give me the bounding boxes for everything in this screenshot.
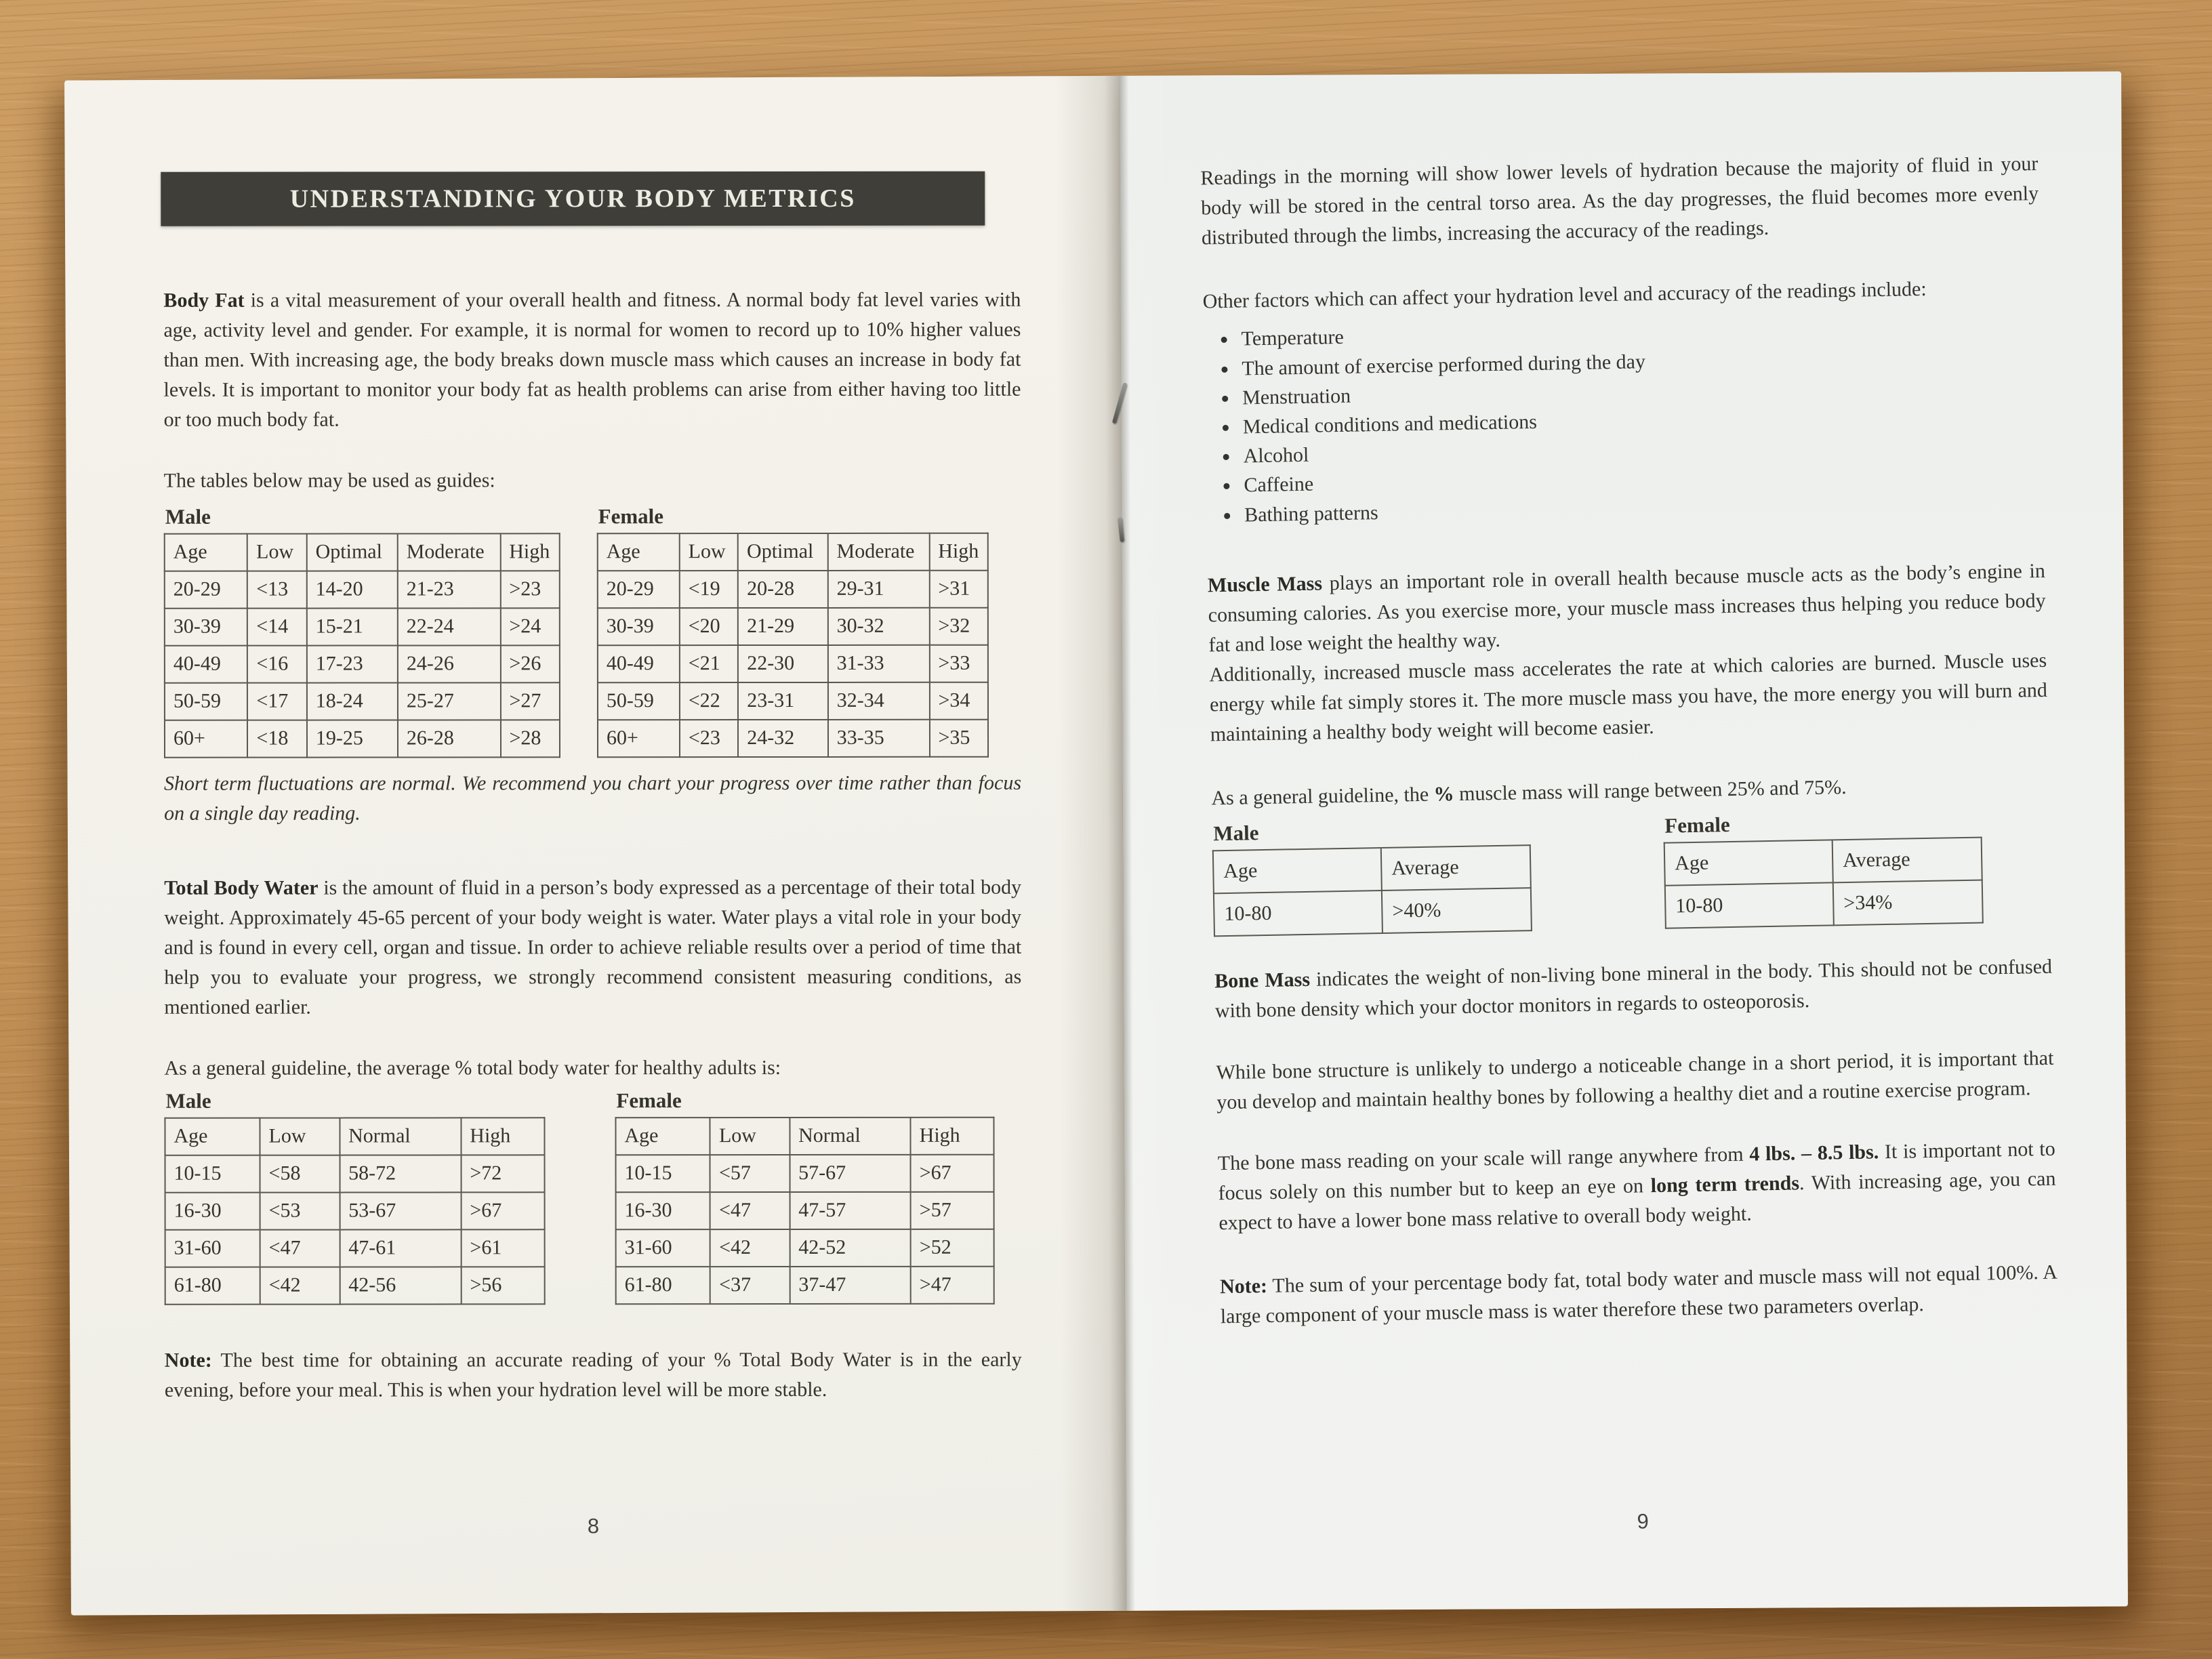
water-female-block: [615, 1088, 1021, 1305]
table-row: [165, 645, 560, 683]
table-cell: 47-57: [790, 1192, 911, 1229]
page-title: UNDERSTANDING YOUR BODY METRICS: [289, 184, 856, 213]
table-cell: >35: [929, 719, 987, 756]
column-header: Low: [247, 533, 306, 571]
water-table-female: [615, 1117, 994, 1305]
table-row: [598, 719, 988, 757]
table-cell: 16-30: [616, 1192, 711, 1229]
table-cell: 10-80: [1214, 890, 1382, 936]
table-row: [598, 644, 988, 682]
body-fat-paragraph: [163, 285, 1021, 436]
column-header: Low: [680, 533, 738, 571]
table-row: [598, 607, 988, 645]
water-tables: [164, 1088, 1021, 1305]
table-header-row: [165, 1118, 544, 1155]
table-cell: 10-15: [165, 1155, 260, 1193]
muscle-female-block: [1663, 807, 2051, 929]
table-row: [165, 1193, 545, 1230]
table-row: [616, 1192, 994, 1229]
factors-list: [1237, 312, 2044, 531]
table-cell: <13: [247, 571, 306, 608]
table-cell: >56: [461, 1267, 544, 1305]
column-header: Optimal: [738, 533, 828, 571]
table-cell: 32-34: [828, 682, 930, 719]
body-fat-lead: Body Fat: [163, 289, 245, 312]
muscle-table-female: [1664, 837, 1984, 929]
table-cell: >40%: [1382, 888, 1532, 933]
table-cell: >57: [911, 1192, 994, 1229]
table-cell: >52: [911, 1229, 994, 1267]
table-cell: 18-24: [307, 682, 398, 720]
table-cell: <58: [260, 1155, 340, 1193]
table-cell: <23: [680, 720, 738, 757]
table-cell: 15-21: [307, 608, 398, 645]
table-cell: 26-28: [398, 720, 501, 757]
table-cell: 40-49: [598, 645, 680, 682]
table-cell: >32: [929, 607, 987, 644]
water-intro: As a general guideline, the average % total body water for healthy adults is:: [164, 1057, 781, 1080]
table-cell: >24: [500, 608, 560, 645]
note-text: The best time for obtaining an accurate reading of your % Total Body Water is in the early evening, before your meal. This is when your hydration level will be more stable.: [164, 1349, 1022, 1402]
list-item: • Bathing patterns: [1240, 487, 2045, 529]
table-row: [598, 682, 988, 720]
page-9: [1120, 71, 2128, 1610]
water-note-paragraph: [165, 1345, 1022, 1406]
table-header-row: [1664, 838, 1982, 886]
body-fat-table-female: [597, 532, 989, 758]
factors-intro: Other factors which can affect your hydration level and accuracy of the readings include:: [1202, 278, 1927, 313]
table-cell: 29-31: [828, 570, 930, 607]
column-header: Low: [260, 1118, 340, 1155]
bone-range-post: . With increasing age, you can expect to have a lower bone mass relative to overall body weight.: [1218, 1167, 2056, 1235]
male-table-label: Male: [165, 504, 211, 529]
female-table-label: Female: [598, 504, 664, 528]
list-item: • Menstruation: [1238, 371, 2043, 412]
table-cell: 60+: [165, 720, 247, 757]
page-9-content: [1200, 149, 2062, 1568]
note-lead: Note:: [164, 1349, 212, 1372]
table-header-row: [1213, 846, 1531, 894]
table-cell: 30-32: [828, 607, 930, 644]
table-cell: <42: [260, 1267, 340, 1305]
column-header: Age: [1213, 848, 1382, 893]
table-cell: 30-39: [165, 608, 247, 645]
table-cell: <20: [680, 608, 738, 645]
table-cell: 30-39: [598, 608, 680, 645]
bone-mass-lead: Bone Mass: [1214, 968, 1311, 993]
female-table-label: Female: [616, 1088, 682, 1113]
muscle-guideline-bold: %: [1433, 783, 1454, 806]
table-row: [165, 1230, 545, 1267]
table-row: [165, 608, 560, 646]
table-cell: 10-15: [615, 1155, 710, 1192]
bone-range-mid: It is important not to focus solely on this number but to keep an eye on: [1218, 1137, 2055, 1205]
table-row: [1214, 888, 1532, 936]
muscle-tables: [1212, 807, 2051, 937]
table-row: [616, 1267, 994, 1304]
table-cell: <21: [680, 645, 738, 682]
table-cell: >67: [461, 1193, 544, 1230]
muscle-mass-paragraph: [1208, 556, 2047, 661]
table-cell: <57: [710, 1155, 790, 1192]
table-cell: 40-49: [165, 645, 247, 682]
overlap-note-paragraph: [1220, 1258, 2058, 1332]
bone-structure-paragraph: While bone structure is unlikely to undergo a noticeable change in a short period, it is important that you develop and maintain healthy bones by following a healthy diet and a routine exercise program.: [1216, 1046, 2054, 1113]
table-cell: 42-56: [340, 1267, 461, 1305]
table-cell: 10-80: [1665, 883, 1834, 928]
table-header-row: [615, 1118, 994, 1155]
column-header: Normal: [340, 1118, 461, 1155]
table-cell: 47-61: [340, 1230, 461, 1267]
table-cell: >27: [500, 682, 560, 720]
column-header: Age: [165, 533, 247, 571]
tables-intro: The tables below may be used as guides:: [163, 469, 495, 493]
column-header: Moderate: [398, 533, 501, 571]
total-body-water-text: is the amount of fluid in a person’s body expressed as a percentage of their total body weight. Approximately 45-65 percent of your body weight is water. Water plays a vital role in your body and is found in every cell, organ and tissue. In order to achieve reliable results over a period of time that help you to evaluate your progress, we strongly recommend consistent measuring conditions, as mentioned earlier.: [164, 876, 1022, 1019]
water-male-block: [164, 1089, 545, 1305]
table-cell: 20-29: [165, 571, 247, 608]
table-cell: 17-23: [307, 645, 398, 682]
column-header: High: [461, 1118, 544, 1155]
muscle-male-block: [1212, 816, 1532, 937]
table-cell: 31-33: [828, 644, 930, 682]
table-cell: 60+: [598, 720, 680, 757]
table-cell: >28: [500, 720, 560, 757]
muscle-guideline: [1211, 769, 2049, 814]
column-header: High: [500, 533, 560, 571]
body-fat-female-block: [597, 504, 1021, 758]
table-header-row: [598, 533, 988, 571]
note-text: The sum of your percentage body fat, total body water and muscle mass will not equal 100%. A large component of your muscle mass is water therefore these two parameters overlap.: [1220, 1261, 2058, 1328]
bone-mass-text: indicates the weight of non-living bone mineral in the body. This should not be confused with bone density which your doctor monitors in regards to osteoporosis.: [1214, 956, 2053, 1023]
body-fat-text: is a vital measurement of your overall health and fitness. A normal body fat level varies with age, activity level and gender. For example, it is normal for women to record up to 10% higher values than men. With increasing age, the body breaks down muscle mass which causes an increase in body fat levels. It is important to monitor your body fat as health problems can arise from either having too little or too much body fat.: [163, 288, 1021, 432]
page-8-content: [163, 171, 1022, 1566]
table-cell: 61-80: [165, 1267, 260, 1305]
column-header: Optimal: [307, 533, 398, 571]
table-cell: 19-25: [307, 720, 398, 757]
table-cell: 50-59: [598, 682, 680, 720]
list-item: • Alcohol: [1239, 429, 2043, 470]
table-row: [615, 1155, 994, 1192]
bone-range-paragraph: [1217, 1134, 2056, 1238]
column-header: Low: [710, 1118, 790, 1155]
note-lead: Note:: [1219, 1275, 1268, 1298]
table-cell: 33-35: [828, 719, 930, 756]
table-cell: <19: [680, 571, 738, 608]
table-cell: >23: [500, 571, 560, 608]
table-row: [616, 1229, 994, 1267]
table-header-row: [165, 533, 560, 571]
table-cell: <14: [247, 608, 306, 645]
list-item: • Temperature: [1237, 312, 2041, 353]
table-cell: 31-60: [616, 1229, 711, 1267]
table-cell: >33: [929, 644, 987, 682]
table-cell: 22-24: [398, 608, 501, 645]
bone-mass-paragraph: [1214, 952, 2053, 1027]
table-cell: 37-47: [790, 1267, 911, 1304]
title-banner: [161, 171, 985, 226]
column-header: Normal: [790, 1118, 911, 1155]
table-row: [165, 571, 560, 609]
table-cell: 21-23: [398, 571, 501, 608]
table-cell: >67: [911, 1155, 994, 1192]
table-cell: 25-27: [398, 682, 501, 720]
bone-range-value: 4 lbs. – 8.5 lbs.: [1748, 1140, 1879, 1166]
body-fat-tables: [164, 504, 1021, 758]
table-cell: 50-59: [165, 682, 247, 720]
table-cell: <53: [260, 1193, 340, 1230]
body-fat-male-block: [164, 504, 560, 758]
table-cell: <47: [260, 1230, 340, 1267]
column-header: Age: [1664, 840, 1833, 886]
page-8: [64, 76, 1126, 1616]
page-number: 9: [1637, 1509, 1650, 1534]
table-cell: <17: [247, 682, 306, 720]
column-header: High: [911, 1118, 994, 1155]
table-cell: <22: [680, 682, 738, 720]
table-cell: <42: [710, 1229, 790, 1267]
table-cell: 21-29: [738, 608, 828, 645]
table-cell: 61-80: [616, 1267, 711, 1304]
hydration-readings-paragraph: Readings in the morning will show lower levels of hydration because the majority of fluid in your body will be stored in the central torso area. As the day progresses, the fluid becomes more evenly distributed through the limbs, increasing the accuracy of the readings.: [1200, 152, 2039, 249]
bone-range-trends: long term trends: [1650, 1172, 1800, 1197]
table-row: [598, 570, 988, 608]
muscle-guideline-post: muscle mass will range between 25% and 75%.: [1454, 776, 1847, 806]
table-cell: >61: [461, 1230, 544, 1267]
table-cell: 24-32: [738, 720, 828, 757]
table-cell: >26: [500, 645, 560, 682]
table-cell: >31: [929, 570, 987, 607]
female-table-label: Female: [1664, 813, 1730, 838]
booklet: [64, 71, 2128, 1615]
table-row: [165, 1267, 545, 1305]
column-header: Average: [1832, 838, 1982, 883]
column-header: Average: [1381, 846, 1531, 891]
table-row: [1665, 880, 1983, 928]
male-table-label: Male: [165, 1089, 211, 1113]
male-table-label: Male: [1213, 821, 1259, 846]
column-header: Age: [165, 1118, 260, 1155]
body-fat-table-male: [164, 533, 560, 758]
table-cell: <16: [247, 645, 306, 682]
table-cell: 22-30: [738, 645, 828, 682]
table-cell: 58-72: [340, 1155, 461, 1193]
table-cell: >34%: [1833, 880, 1983, 926]
table-cell: 24-26: [398, 645, 501, 682]
column-header: Age: [615, 1118, 710, 1155]
table-row: [165, 1155, 545, 1193]
muscle-guideline-pre: As a general guideline, the: [1211, 783, 1434, 810]
list-item: • Caffeine: [1240, 458, 2044, 499]
table-cell: 20-29: [598, 571, 680, 608]
total-body-water-lead: Total Body Water: [164, 876, 319, 899]
table-row: [165, 682, 560, 720]
table-cell: 57-67: [790, 1155, 911, 1192]
table-cell: 53-67: [340, 1193, 461, 1230]
list-item: • Medical conditions and medications: [1239, 400, 2043, 441]
water-table-male: [164, 1118, 545, 1305]
table-cell: >47: [911, 1267, 994, 1304]
column-header: Moderate: [827, 533, 929, 570]
column-header: High: [929, 533, 987, 570]
table-cell: 42-52: [790, 1229, 911, 1267]
muscle-mass-paragraph-2: Additionally, increased muscle mass accelerates the rate at which calories are burned. Muscle uses energy while fat simply stores it. The more muscle mass you have, the more energy you will burn and maintaining a healthy body weight will become easier.: [1208, 649, 2048, 746]
muscle-table-male: [1212, 844, 1532, 937]
bone-range-pre: The bone mass reading on your scale will range anywhere from: [1217, 1143, 1750, 1174]
table-cell: <47: [710, 1192, 790, 1229]
table-cell: 31-60: [165, 1230, 260, 1267]
muscle-mass-text: plays an important role in overall health because muscle acts as the body’s engine in consuming calories. As you exercise more, your muscle mass increases thus helping you reduce body fat and lose weight the healthy way.: [1208, 559, 2046, 657]
table-cell: >34: [929, 682, 987, 719]
table-cell: 20-28: [738, 571, 828, 608]
page-number: 8: [587, 1514, 600, 1538]
table-row: [165, 720, 560, 758]
total-body-water-paragraph: [164, 872, 1021, 1023]
table-cell: 16-30: [165, 1193, 260, 1230]
muscle-mass-lead: Muscle Mass: [1207, 572, 1323, 597]
table-cell: <37: [710, 1267, 790, 1304]
table-cell: <18: [247, 720, 306, 757]
table-cell: 23-31: [738, 682, 828, 720]
table-cell: 14-20: [307, 571, 398, 608]
list-item: • The amount of exercise performed during the day: [1237, 341, 2042, 382]
table-cell: >72: [461, 1155, 544, 1193]
column-header: Age: [598, 533, 680, 571]
fluctuation-note: Short term fluctuations are normal. We recommend you chart your progress over time rather than focus on a single day reading.: [164, 771, 1022, 825]
